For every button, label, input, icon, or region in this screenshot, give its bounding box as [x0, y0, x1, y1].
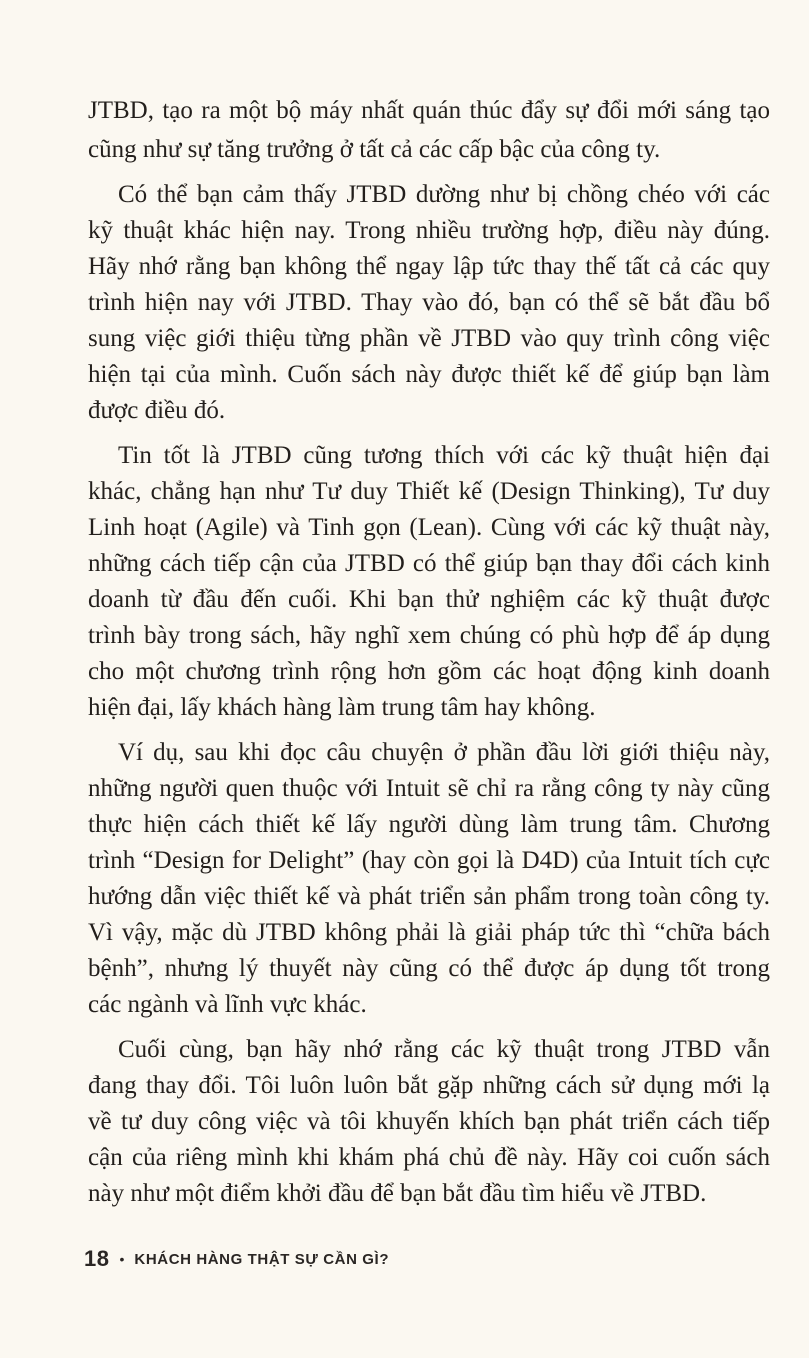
text-line: hiện đại, lấy khách hàng làm trung tâm hay không. [88, 694, 596, 721]
text-line: những cách tiếp cận của JTBD có thể giúp bạn thay đổi cách kinh [88, 550, 770, 577]
text-line: trình “Design for Delight” (hay còn gọi là D4D) của Intuit tích cực [88, 847, 770, 874]
text-line: kỹ thuật khác hiện nay. Trong nhiều trường hợp, điều này đúng. [88, 217, 770, 244]
page-number: 18 [84, 1246, 110, 1271]
text-line: về tư duy công việc và tôi khuyến khích bạn phát triển cách tiếp [88, 1108, 770, 1135]
text-line: trình bày trong sách, hãy nghĩ xem chúng có phù hợp để áp dụng [88, 622, 770, 649]
text-line: Tin tốt là JTBD cũng tương thích với các kỹ thuật hiện đại [118, 442, 770, 469]
text-line: trình hiện nay với JTBD. Thay vào đó, bạn có thể sẽ bắt đầu bổ [88, 289, 770, 316]
text-line: đang thay đổi. Tôi luôn luôn bắt gặp những cách sử dụng mới lạ [88, 1072, 770, 1099]
text-line: bệnh”, nhưng lý thuyết này cũng có thể được áp dụng tốt trong [88, 955, 770, 982]
text-line: Hãy nhớ rằng bạn không thể ngay lập tức thay thế tất cả các quy [88, 253, 770, 280]
text-line: hiện tại của mình. Cuốn sách này được thiết kế để giúp bạn làm [88, 361, 770, 388]
text-line: cận của riêng mình khi khám phá chủ đề này. Hãy coi cuốn sách [88, 1144, 770, 1171]
text-line: thực hiện cách thiết kế lấy người dùng làm trung tâm. Chương [88, 811, 770, 838]
text-line: Ví dụ, sau khi đọc câu chuyện ở phần đầu lời giới thiệu này, [118, 739, 770, 766]
text-line: này như một điểm khởi đầu để bạn bắt đầu tìm hiểu về JTBD. [88, 1180, 707, 1207]
text-line: cho một chương trình rộng hơn gồm các hoạt động kinh doanh [88, 658, 770, 685]
text-line: được điều đó. [88, 397, 226, 424]
text-line: cũng như sự tăng trưởng ở tất cả các cấp bậc của công ty. [88, 136, 661, 163]
text-line: các ngành và lĩnh vực khác. [88, 991, 367, 1018]
text-line: Linh hoạt (Agile) và Tinh gọn (Lean). Cùng với các kỹ thuật này, [88, 514, 770, 541]
text-line: JTBD, tạo ra một bộ máy nhất quán thúc đẩy sự đổi mới sáng tạo [88, 97, 770, 124]
text-line: doanh từ đầu đến cuối. Khi bạn thử nghiệm các kỹ thuật được [88, 586, 770, 613]
text-line: sung việc giới thiệu từng phần về JTBD vào quy trình công việc [88, 325, 770, 352]
text-line: khác, chẳng hạn như Tư duy Thiết kế (Design Thinking), Tư duy [88, 478, 770, 505]
text-line: hướng dẫn việc thiết kế và phát triển sản phẩm trong toàn công ty. [88, 883, 770, 910]
running-title: KHÁCH HÀNG THẬT SỰ CẦN GÌ? [134, 1250, 390, 1268]
footer-bullet: • [119, 1251, 125, 1267]
page-footer [84, 1244, 389, 1274]
text-line: Vì vậy, mặc dù JTBD không phải là giải pháp tức thì “chữa bách [88, 919, 770, 946]
text-line: những người quen thuộc với Intuit sẽ chỉ ra rằng công ty này cũng [88, 775, 770, 802]
text-line: Có thể bạn cảm thấy JTBD dường như bị chồng chéo với các [118, 181, 770, 208]
text-line: Cuối cùng, bạn hãy nhớ rằng các kỹ thuật trong JTBD vẫn [118, 1036, 770, 1063]
